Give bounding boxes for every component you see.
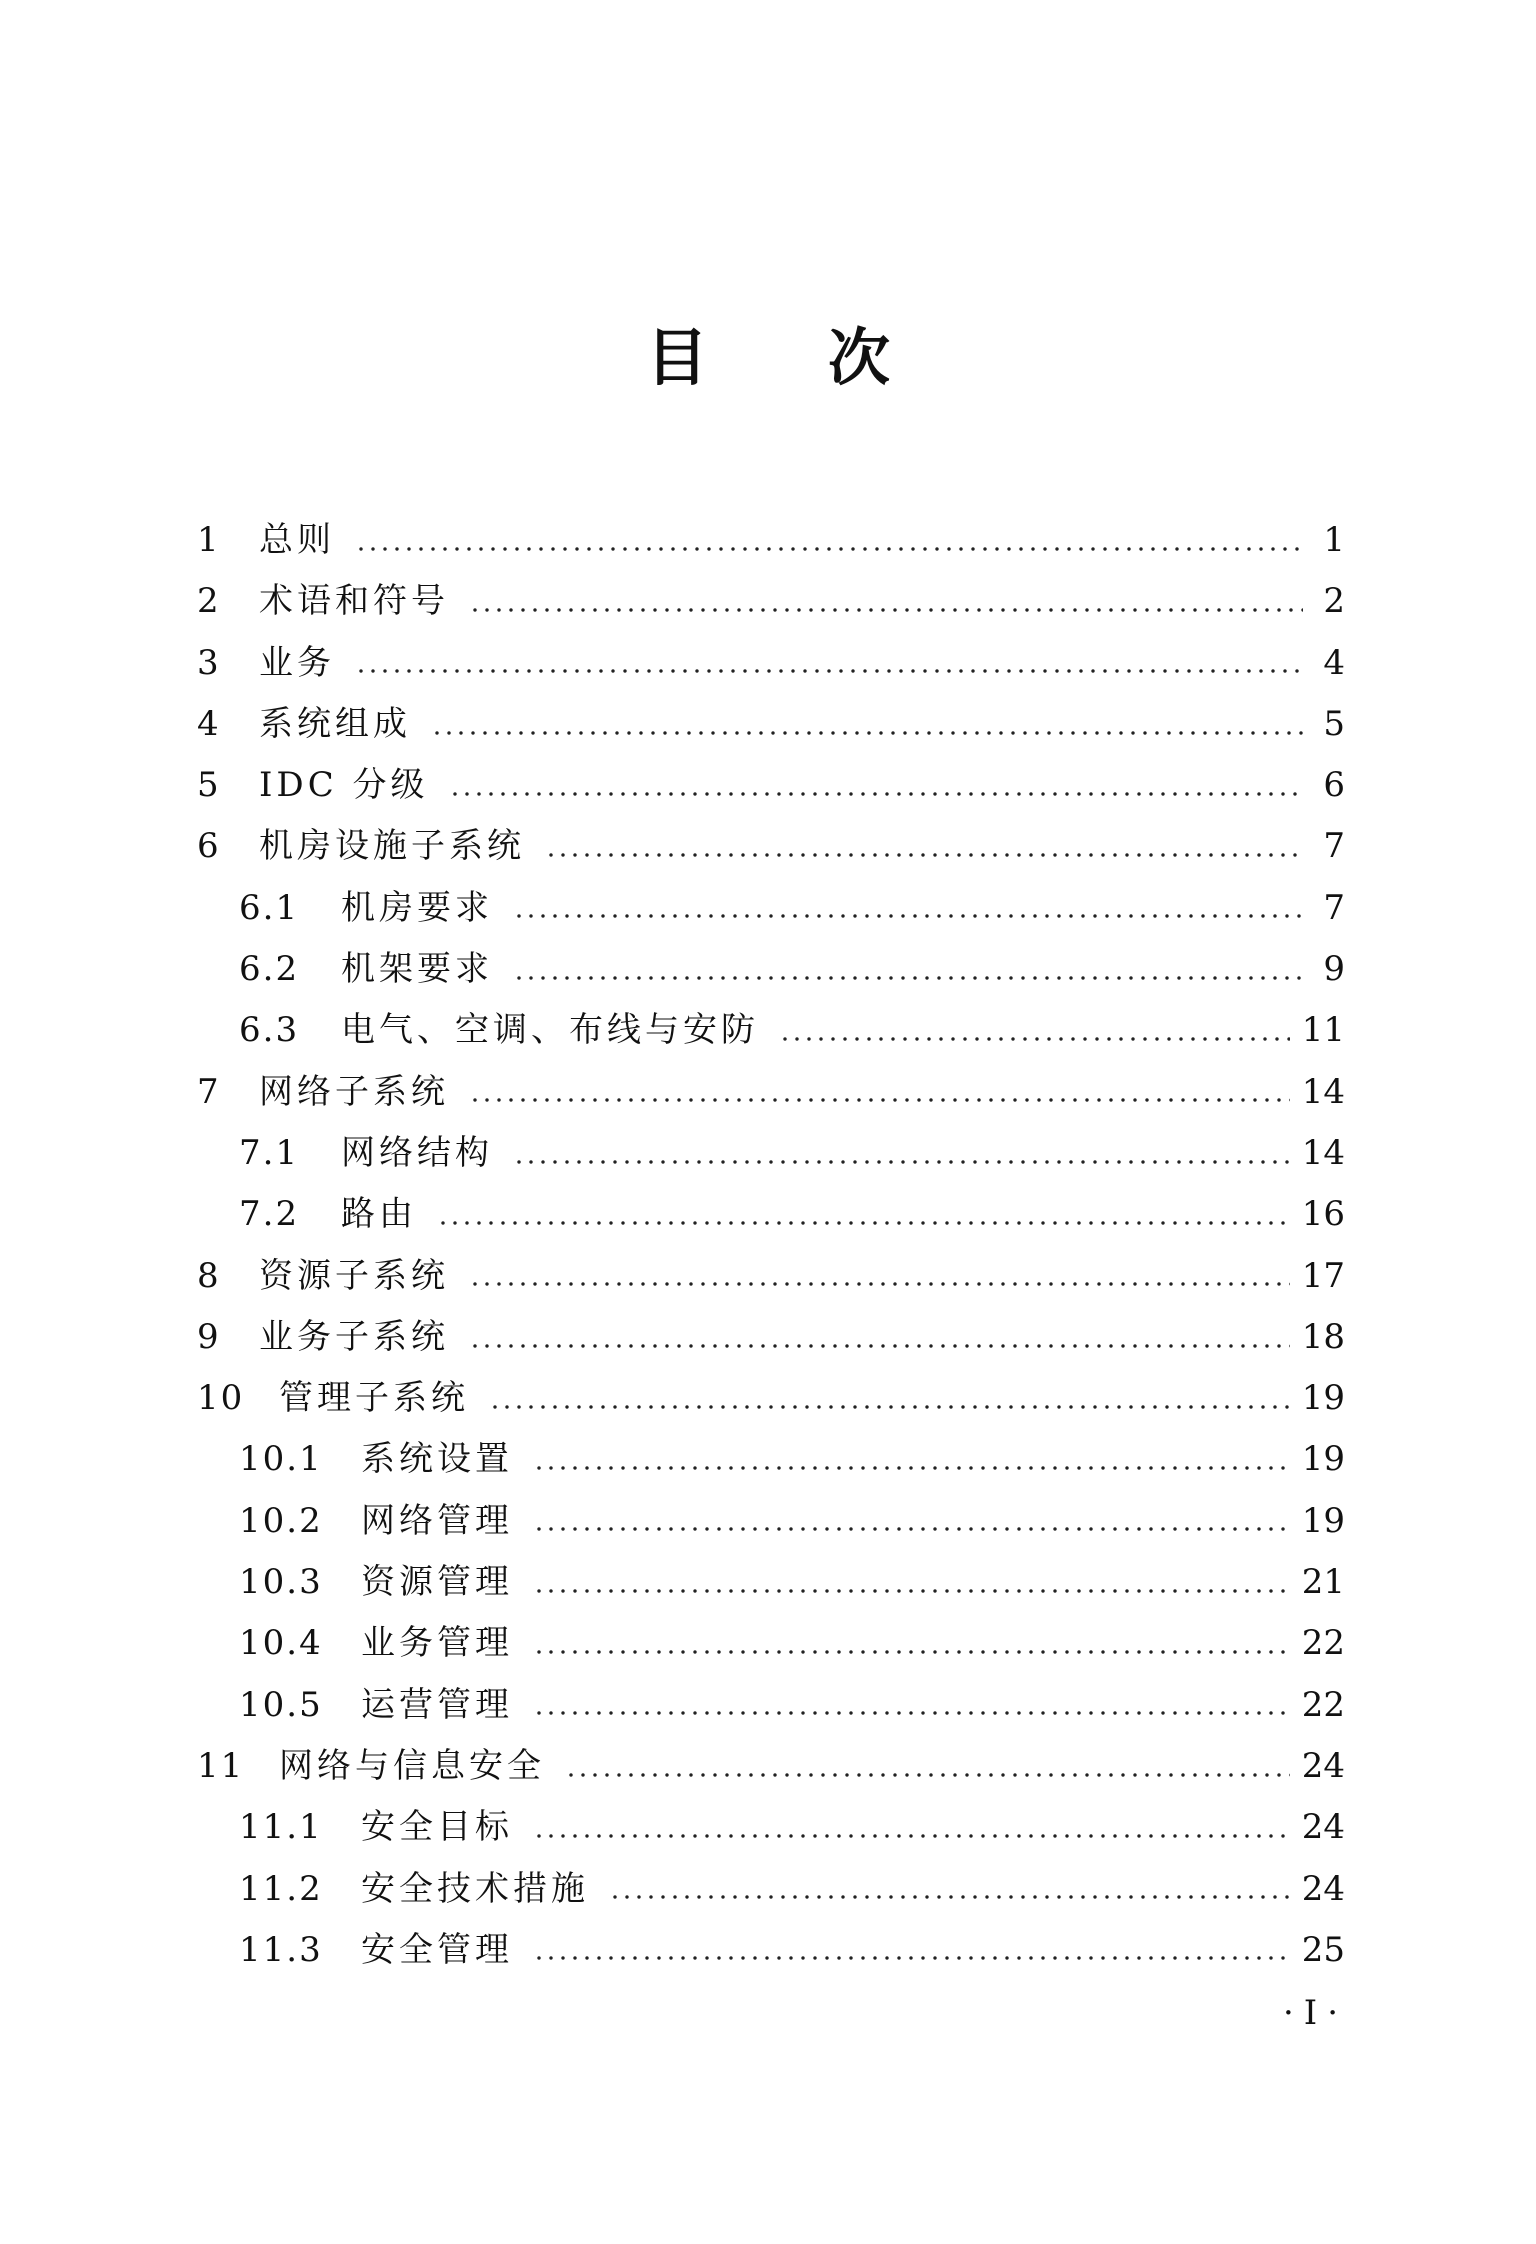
toc-entry-number: 3 (197, 642, 221, 683)
toc-dot-leader (431, 730, 1303, 736)
toc-entry[interactable] (197, 1920, 1345, 1981)
toc-entry-number: 10.5 (239, 1684, 323, 1725)
toc-entry-title: 网络子系统 (259, 1071, 449, 1112)
toc-entry[interactable] (197, 1123, 1345, 1184)
toc-entry-number: 5 (197, 765, 221, 806)
toc-entry-title: 资源子系统 (259, 1255, 449, 1296)
toc-entry[interactable] (197, 1062, 1345, 1123)
toc-dot-leader (533, 1649, 1290, 1655)
toc-entry[interactable] (197, 1307, 1345, 1368)
toc-entry-number: 11.3 (239, 1929, 323, 1970)
toc-entry-title: 安全目标 (361, 1807, 513, 1848)
toc-entry-number: 11 (197, 1745, 245, 1786)
toc-entry[interactable] (197, 1000, 1345, 1061)
toc-entry[interactable] (197, 694, 1345, 755)
toc-entry-page: 7 (1323, 826, 1345, 867)
toc-entry[interactable] (197, 878, 1345, 939)
toc-entry[interactable] (197, 1429, 1345, 1490)
toc-entry-number: 10.1 (239, 1439, 323, 1480)
toc-entry-title: 业务管理 (361, 1623, 513, 1664)
toc-entry[interactable] (197, 1613, 1345, 1674)
toc-entry-number: 7.1 (239, 1132, 300, 1173)
toc-dot-leader (449, 791, 1303, 797)
toc-entry-title: 机房设施子系统 (259, 826, 525, 867)
toc-dot-leader (533, 1955, 1290, 1961)
toc-entry[interactable] (197, 1859, 1345, 1920)
toc-dot-leader (513, 913, 1303, 919)
toc-dot-leader (469, 1343, 1290, 1349)
toc-entry-number: 11.2 (239, 1868, 323, 1909)
toc-dot-leader (489, 1404, 1290, 1410)
toc-entry-number: 4 (197, 703, 221, 744)
toc-dot-leader (609, 1894, 1290, 1900)
toc-dot-leader (437, 1220, 1290, 1226)
toc-entry-title: 安全技术措施 (361, 1868, 589, 1909)
toc-entry-title: 系统组成 (259, 703, 411, 744)
toc-entry-page: 6 (1323, 765, 1345, 806)
toc-entry-title: 业务子系统 (259, 1316, 449, 1357)
toc-entry-title: 路由 (341, 1194, 417, 1235)
toc-entry-title: 网络管理 (361, 1500, 513, 1541)
toc-dot-leader (513, 1159, 1290, 1165)
toc-dot-leader (545, 852, 1303, 858)
toc-entry[interactable] (197, 1491, 1345, 1552)
toc-entry[interactable] (197, 1184, 1345, 1245)
toc-entry[interactable] (197, 1736, 1345, 1797)
toc-entry-title: 术语和符号 (259, 581, 449, 622)
toc-entry-title: 资源管理 (361, 1562, 513, 1603)
toc-dot-leader (469, 1097, 1290, 1103)
toc-entry[interactable] (197, 1246, 1345, 1307)
toc-entry-number: 6.1 (239, 887, 300, 928)
toc-dot-leader (779, 1036, 1290, 1042)
toc-entry-number: 11.1 (239, 1807, 323, 1848)
toc-dot-leader (355, 546, 1303, 552)
toc-entry-page: 16 (1301, 1194, 1345, 1235)
toc-entry[interactable] (197, 1675, 1345, 1736)
toc-entry-title: IDC 分级 (259, 765, 429, 806)
toc-entry-page: 9 (1323, 949, 1345, 990)
toc-entry-page: 24 (1301, 1745, 1345, 1786)
toc-entry-page: 25 (1301, 1929, 1345, 1970)
toc-entry-page: 14 (1301, 1071, 1345, 1112)
toc-entry-number: 8 (197, 1255, 221, 1296)
toc-dot-leader (513, 975, 1303, 981)
table-of-contents (197, 510, 1345, 1981)
toc-entry[interactable] (197, 571, 1345, 632)
toc-entry-page: 22 (1301, 1684, 1345, 1725)
toc-entry-number: 6.3 (239, 1010, 300, 1051)
toc-entry-page: 17 (1301, 1255, 1345, 1296)
toc-dot-leader (355, 668, 1303, 674)
toc-entry-page: 19 (1301, 1500, 1345, 1541)
toc-entry-page: 4 (1323, 642, 1345, 683)
toc-entry[interactable] (197, 755, 1345, 816)
toc-entry-page: 1 (1323, 520, 1345, 560)
toc-entry-page: 2 (1323, 581, 1345, 622)
toc-entry-title: 总则 (259, 520, 335, 560)
toc-dot-leader (533, 1465, 1290, 1471)
toc-entry-title: 机房要求 (341, 887, 493, 928)
toc-entry[interactable] (197, 939, 1345, 1000)
toc-entry-title: 运营管理 (361, 1684, 513, 1725)
page-title-left-char: 目 (645, 321, 708, 394)
toc-entry-page: 24 (1301, 1807, 1345, 1848)
toc-entry[interactable] (197, 1797, 1345, 1858)
toc-entry-number: 9 (197, 1316, 221, 1357)
toc-entry-page: 24 (1301, 1868, 1345, 1909)
toc-entry-number: 2 (197, 581, 221, 622)
toc-entry[interactable] (197, 633, 1345, 694)
toc-entry-page: 22 (1301, 1623, 1345, 1664)
toc-dot-leader (533, 1526, 1290, 1532)
toc-entry-number: 10.4 (239, 1623, 323, 1664)
toc-entry-title: 网络与信息安全 (279, 1745, 545, 1786)
toc-entry-title: 业务 (259, 642, 335, 683)
toc-entry-page: 14 (1301, 1132, 1345, 1173)
toc-entry-number: 7.2 (239, 1194, 300, 1235)
page-title (0, 318, 1536, 398)
toc-dot-leader (533, 1833, 1290, 1839)
toc-entry-title: 管理子系统 (279, 1378, 469, 1419)
toc-entry-page: 21 (1301, 1562, 1345, 1603)
toc-entry-page: 19 (1301, 1439, 1345, 1480)
toc-dot-leader (533, 1710, 1290, 1716)
toc-entry-title: 安全管理 (361, 1929, 513, 1970)
toc-entry-number: 6 (197, 826, 221, 867)
toc-entry-page: 19 (1301, 1378, 1345, 1419)
toc-entry-number: 10.2 (239, 1500, 323, 1541)
toc-dot-leader (533, 1588, 1290, 1594)
toc-entry-number: 10 (197, 1378, 245, 1419)
page-title-right-char: 次 (828, 321, 891, 394)
toc-entry-title: 电气、空调、布线与安防 (341, 1010, 759, 1051)
toc-entry-page: 7 (1323, 887, 1345, 928)
toc-entry-number: 6.2 (239, 949, 300, 990)
toc-entry[interactable] (197, 1552, 1345, 1613)
toc-dot-leader (565, 1772, 1290, 1778)
toc-dot-leader (469, 1281, 1290, 1287)
toc-dot-leader (469, 607, 1303, 613)
toc-entry-number: 10.3 (239, 1562, 323, 1603)
toc-entry[interactable] (197, 816, 1345, 877)
toc-entry-title: 网络结构 (341, 1132, 493, 1173)
toc-entry-number: 7 (197, 1071, 221, 1112)
toc-entry-title: 系统设置 (361, 1439, 513, 1480)
toc-entry-page: 18 (1301, 1316, 1345, 1357)
page-number: ·I· (1282, 1993, 1348, 2033)
toc-entry-page: 11 (1301, 1010, 1345, 1051)
toc-entry[interactable] (197, 510, 1345, 571)
toc-entry[interactable] (197, 1368, 1345, 1429)
toc-entry-page: 5 (1323, 703, 1345, 744)
toc-entry-title: 机架要求 (341, 949, 493, 990)
toc-entry-number: 1 (197, 520, 221, 560)
